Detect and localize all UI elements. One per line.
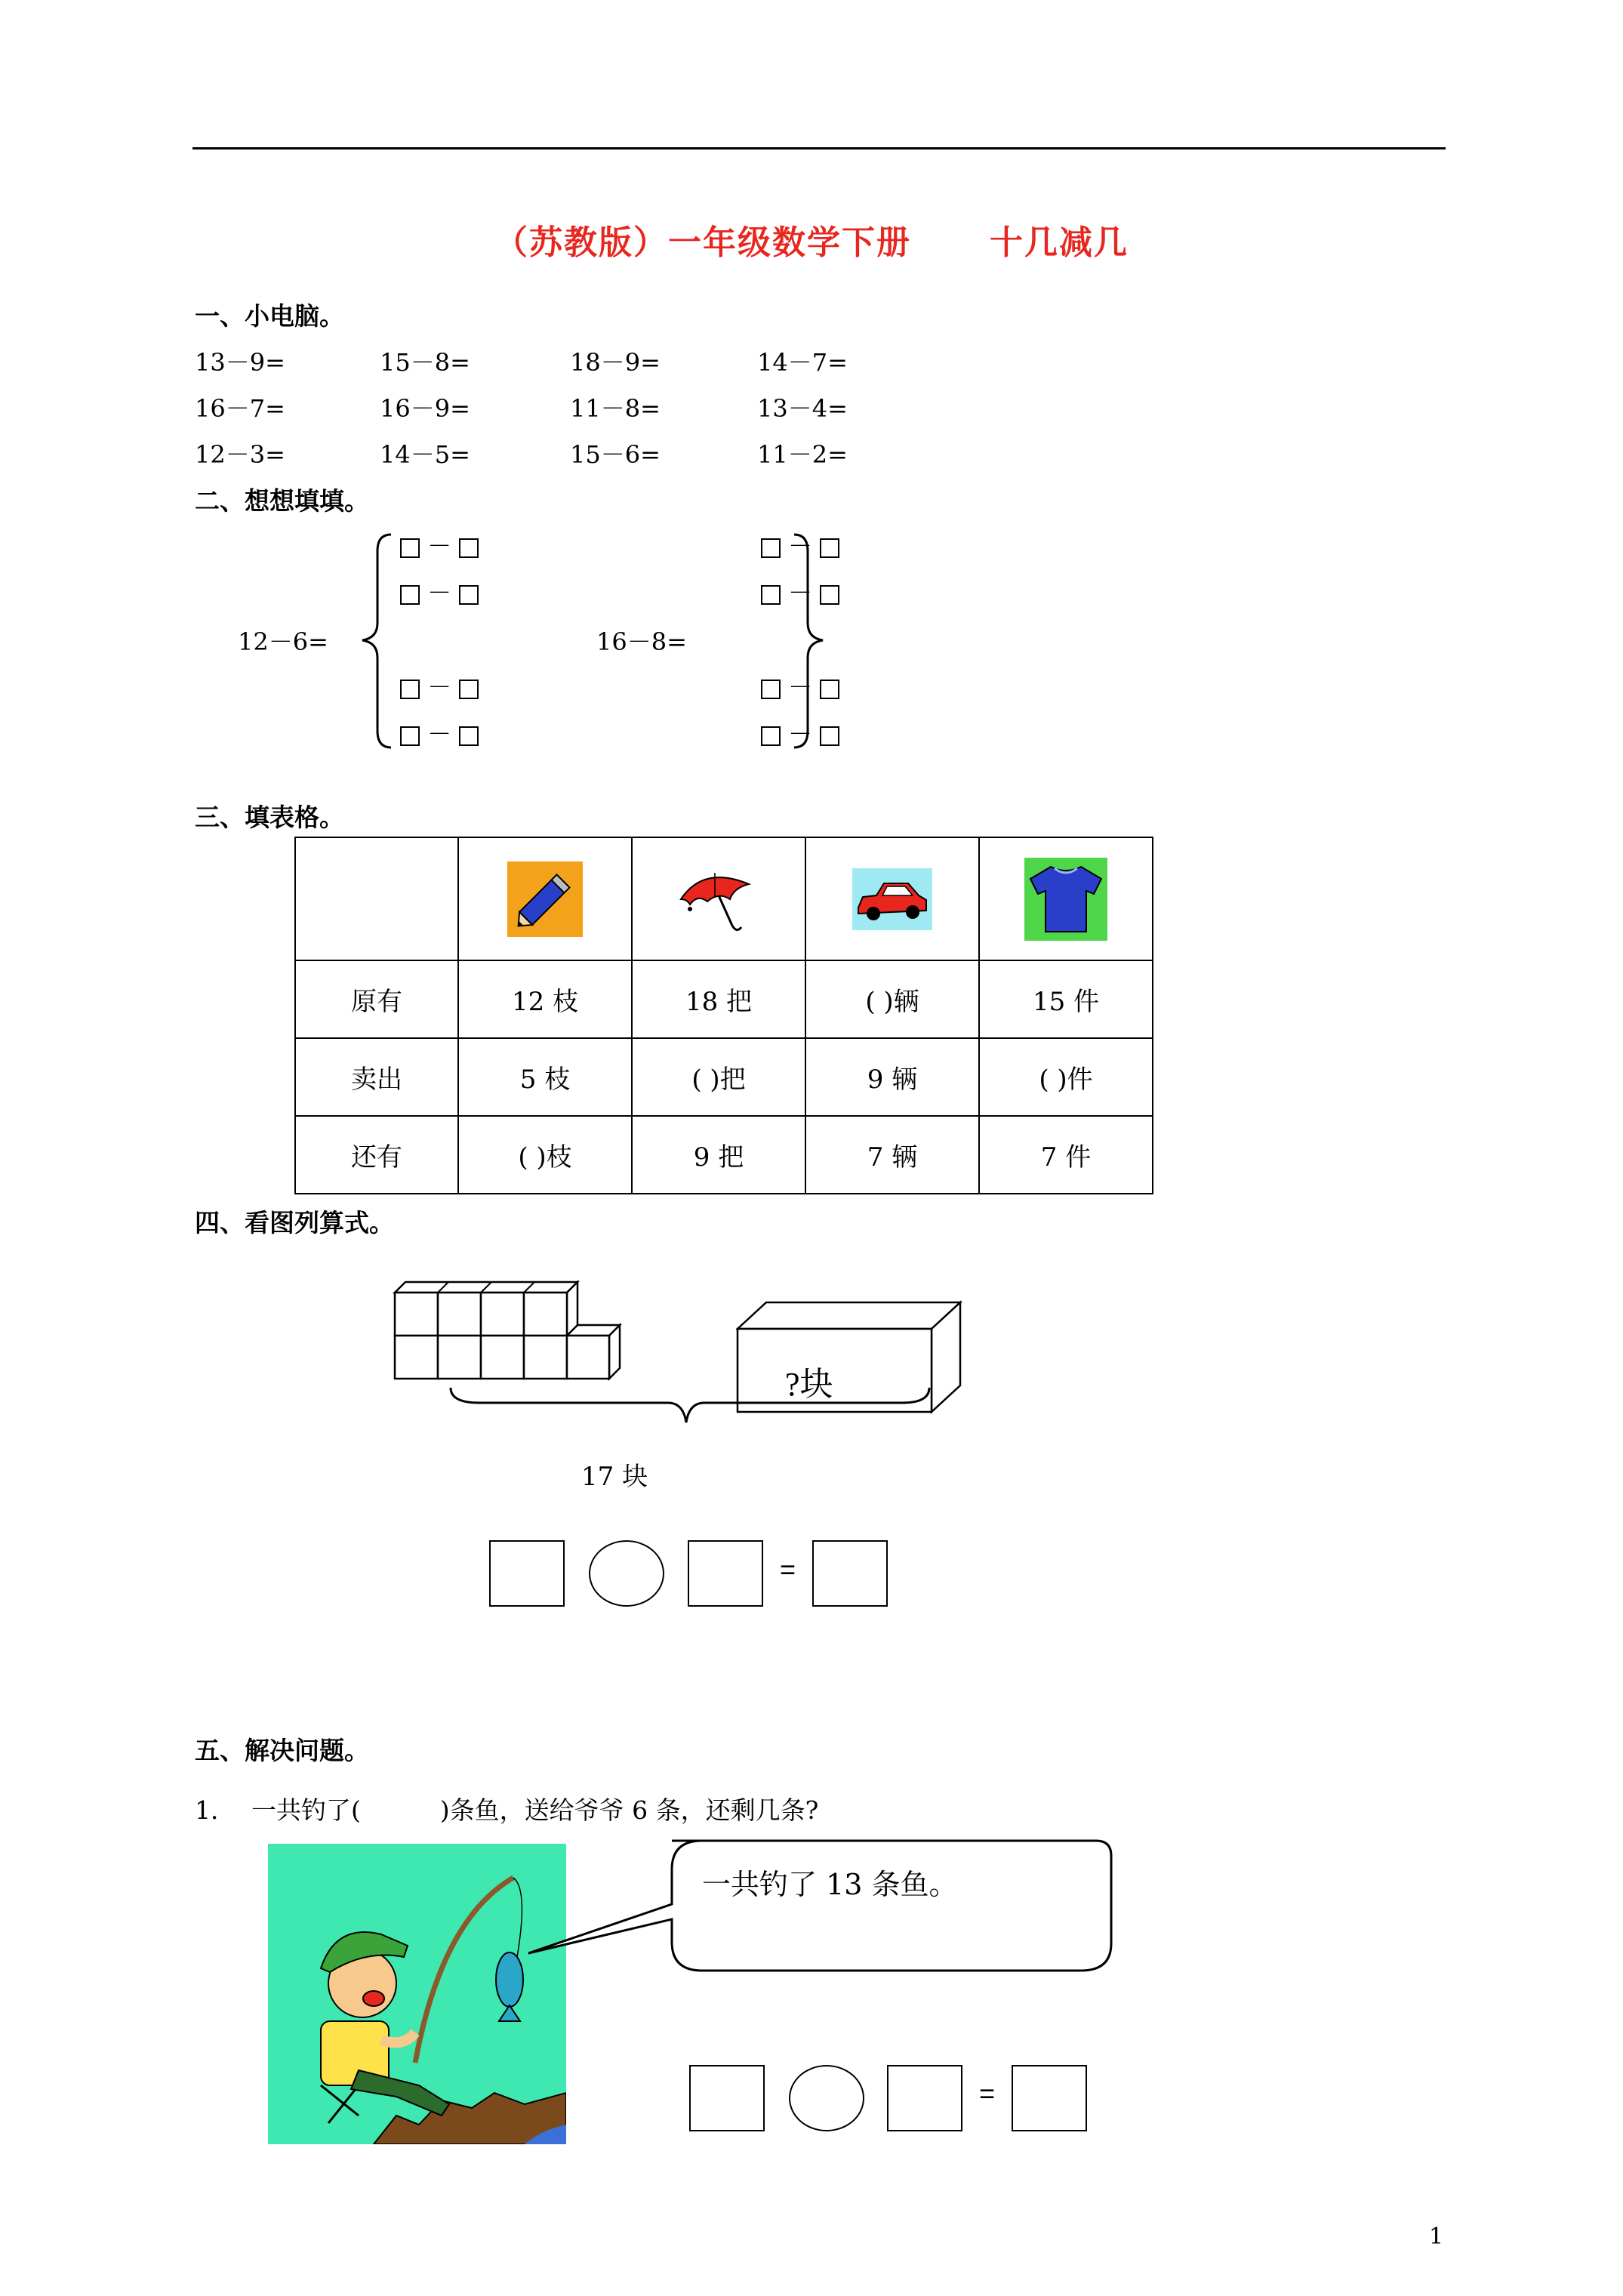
table-header-pencil — [458, 837, 632, 960]
section-1-heading: 一、小电脑。 — [195, 301, 344, 331]
table-cell: 18 把 — [632, 960, 805, 1038]
blank-box[interactable] — [400, 726, 420, 746]
section-4-heading: 四、看图列算式。 — [195, 1208, 394, 1237]
unknown-label: ?块 — [785, 1366, 833, 1403]
table-header-umbrella — [632, 837, 805, 960]
table-cell: 7 件 — [979, 1116, 1153, 1194]
speech-text: 一共钓了 13 条鱼。 — [702, 1868, 958, 1901]
equation: 16－7= — [195, 394, 285, 423]
blank-box[interactable] — [820, 538, 839, 558]
blank-box[interactable] — [761, 680, 781, 699]
blank-box[interactable] — [459, 726, 479, 746]
table-cell: 7 辆 — [805, 1116, 979, 1194]
fill-row: － — [400, 715, 479, 750]
table-cell: 5 枝 — [458, 1038, 632, 1116]
row-label: 原有 — [295, 960, 458, 1038]
fill-row: － — [761, 668, 839, 703]
answer-box[interactable] — [688, 1540, 763, 1607]
car-icon — [852, 868, 932, 930]
equation: 13－4= — [757, 394, 848, 423]
fill-row: － — [761, 574, 839, 609]
right-equation: 16－8= — [596, 627, 687, 656]
left-brace — [355, 529, 400, 755]
blank-box[interactable] — [459, 680, 479, 699]
equation: 15－6= — [570, 440, 661, 469]
answer-box[interactable] — [689, 2065, 765, 2131]
table-cell[interactable]: ( )枝 — [458, 1116, 632, 1194]
equation: 12－3= — [195, 440, 285, 469]
question-1: 1． 一共钓了( )条鱼，送给爷爷 6 条，还剩几条? — [195, 1795, 819, 1825]
pencil-icon — [507, 861, 583, 937]
equation: 14－5= — [380, 440, 470, 469]
equation: 15－8= — [380, 348, 470, 377]
fill-row: － — [761, 715, 839, 750]
blank-box[interactable] — [761, 538, 781, 558]
table-header-car — [805, 837, 979, 960]
equation: 18－9= — [570, 348, 661, 377]
fill-row: － — [400, 574, 479, 609]
equation: 11－8= — [570, 394, 661, 423]
table-corner — [295, 837, 458, 960]
blank-box[interactable] — [761, 726, 781, 746]
answer-box[interactable] — [812, 1540, 888, 1607]
table-header-shirt — [979, 837, 1153, 960]
equation: 13－9= — [195, 348, 285, 377]
umbrella-icon — [673, 865, 764, 933]
answer-box[interactable] — [887, 2065, 962, 2131]
row-label: 还有 — [295, 1116, 458, 1194]
blank-box[interactable] — [459, 585, 479, 605]
total-label: 17 块 — [581, 1462, 648, 1492]
table-cell[interactable]: ( )把 — [632, 1038, 805, 1116]
bottom-brace — [449, 1386, 932, 1432]
page-title: （苏教版）一年级数学下册 十几减几 — [494, 223, 1129, 262]
blank-box[interactable] — [820, 585, 839, 605]
answer-box[interactable] — [489, 1540, 565, 1607]
equals-sign: = — [979, 2078, 996, 2109]
table-cell[interactable]: ( )辆 — [805, 960, 979, 1038]
operator-circle[interactable] — [789, 2065, 864, 2131]
blank-box[interactable] — [820, 680, 839, 699]
table-cell: 9 把 — [632, 1116, 805, 1194]
section-2-heading: 二、想想填填。 — [195, 486, 369, 516]
left-equation: 12－6= — [238, 627, 328, 656]
operator-circle[interactable] — [589, 1540, 664, 1607]
blank-box[interactable] — [400, 585, 420, 605]
cube-blocks-figure — [389, 1276, 630, 1389]
fill-table — [294, 837, 1153, 1194]
shirt-icon — [1024, 858, 1107, 941]
equation: 16－9= — [380, 394, 470, 423]
equation: 14－7= — [757, 348, 848, 377]
table-cell: 15 件 — [979, 960, 1153, 1038]
equals-sign: = — [780, 1554, 796, 1585]
page-number: 1 — [1429, 2224, 1444, 2250]
fill-row: － — [400, 527, 479, 562]
answer-box[interactable] — [1012, 2065, 1087, 2131]
table-cell: 9 辆 — [805, 1038, 979, 1116]
blank-box[interactable] — [761, 585, 781, 605]
table-cell: 12 枝 — [458, 960, 632, 1038]
blank-box[interactable] — [400, 680, 420, 699]
blank-box[interactable] — [820, 726, 839, 746]
blank-box[interactable] — [459, 538, 479, 558]
fill-row: － — [400, 668, 479, 703]
speech-bubble — [521, 1836, 1117, 1976]
table-cell[interactable]: ( )件 — [979, 1038, 1153, 1116]
header-rule — [192, 147, 1446, 149]
section-3-heading: 三、填表格。 — [195, 803, 344, 832]
row-label: 卖出 — [295, 1038, 458, 1116]
blank-box[interactable] — [400, 538, 420, 558]
equation: 11－2= — [757, 440, 848, 469]
fill-row: － — [761, 527, 839, 562]
section-5-heading: 五、解决问题。 — [195, 1736, 369, 1765]
